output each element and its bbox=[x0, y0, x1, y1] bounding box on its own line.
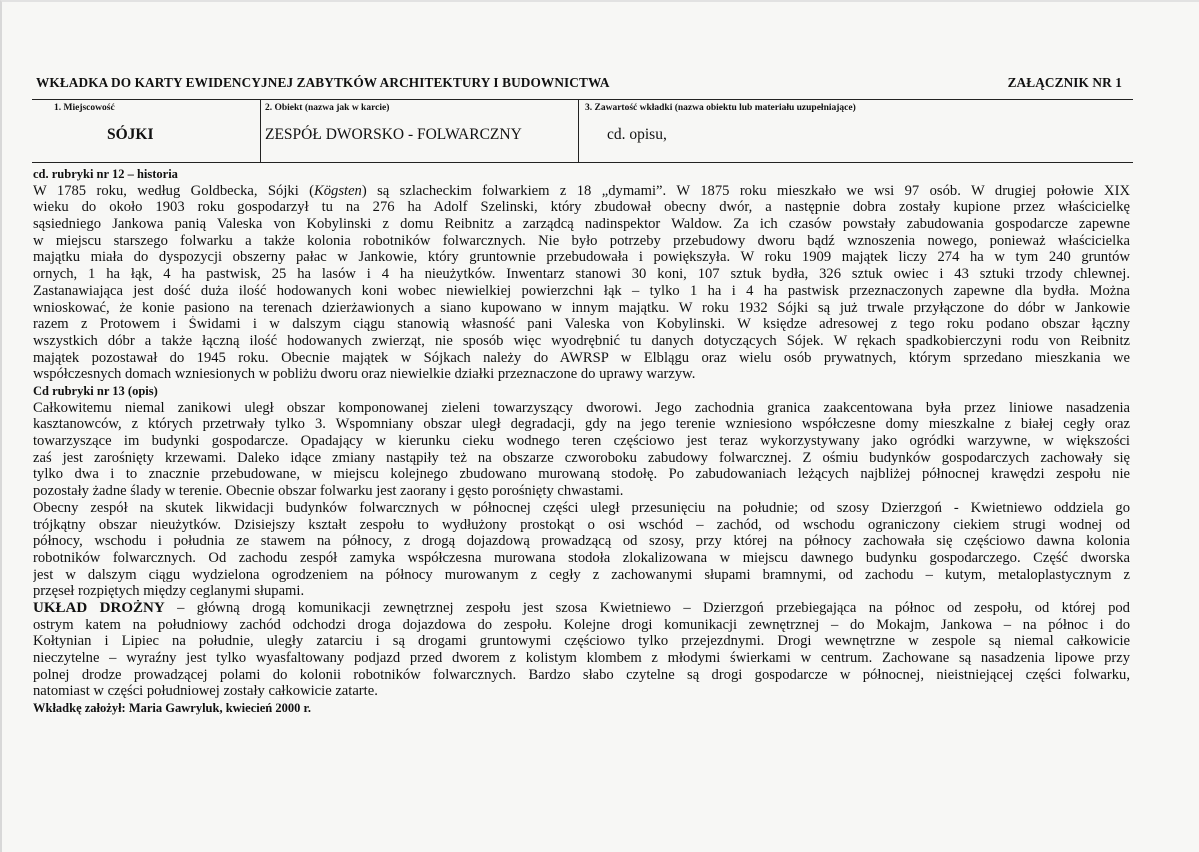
object-label: 2. Obiekt (nazwa jak w karcie) bbox=[265, 103, 390, 113]
object-cell bbox=[260, 100, 578, 162]
text-line: polnej drodze prowadzącej polami do kolonii robotników folwarcznych. Bardzo słabo czytelne są drogi gospodarcze w północnej, nieistniejącej części folwarku, bbox=[33, 666, 1130, 683]
text-line: Kołtynian i Lipiec na południe, uległy zatarciu i są drogami gruntowymi częściowo tylko przejezdnymi. Drogi wewnętrzne w zespole są niemal całkowicie bbox=[33, 633, 1130, 650]
text-line: tylko dwa i to znacznie przebudowane, w miejscu kolejnego zbudowano murowaną stodołę. Po zabudowaniach leżących najbliżej północnej krawędzi zespołu nie bbox=[33, 466, 1130, 483]
text-line: trójkątny obszar nieużytków. Dzisiejszy kształt zespołu to wydłużony prostokąt o osi wschód – zachód, od wschodu ograniczony ciekiem strugi wodnej od bbox=[33, 516, 1130, 533]
content-value: cd. opisu, bbox=[607, 126, 667, 143]
text-line: nieczytelne – wyraźny jest tylko wyasfaltowany podjazd przed dworem z kolistym klombem z młodymi świerkami w centrum. Zachowane są nasadzenia lipowe przy bbox=[33, 650, 1130, 667]
text-line: przęseł rozpiętych między ceglanymi słupami. bbox=[33, 583, 305, 600]
text-line: Obecny zespół na skutek likwidacji budynków folwarcznych w północnej części uległ przesunięciu na południe; od szosy Dzierzgoń - Kwietniewo oddziela go bbox=[33, 499, 1130, 516]
text-line: wnioskować, że konie pasiono na terenach dzierżawionych a siano kupowano w innym majątku. W roku 1932 Sójki są już trwale przyłączone do dóbr w Jankowie bbox=[33, 299, 1130, 316]
author-footer: Wkładkę założył: Maria Gawryluk, kwiecień 2000 r. bbox=[33, 701, 311, 716]
german-name: Kögsten bbox=[314, 182, 362, 199]
text-line: ornych, 1 ha łąk, 4 ha pastwisk, 25 ha lasów i 4 ha nieużytków. Inwentarz stanowi 30 koni, 107 sztuk bydła, 326 sztuk owiec i 43 sztuki trzody chlewnej. bbox=[33, 266, 1130, 283]
text-line: północy, wschodu i południa ze stawem na północy, z drogą dojazdową prowadzącą od szosy, przy której na północy zachowała się częściowo dawna kolonia bbox=[33, 533, 1130, 550]
content-cell bbox=[578, 100, 1133, 162]
place-label: 1. Miejscowość bbox=[54, 103, 115, 113]
text-line: Zastanawiająca jest dość duża ilość hodowanych koni wobec niewielkiej powierzchni łąk – tylko 1 ha i 4 ha pastwisk przeznaczonych zapewne dla bydła. Można bbox=[33, 282, 1130, 299]
text-line: sąsiedniego Jankowa panią Valeska von Kobylinski z domu Reibnitz a zarządcą nadinspektor Waldow. Za ich czasów powstały zabudowania gospodarcze zapewne bbox=[33, 216, 1130, 233]
text-line: w miejscu starszego folwarku a także kolonia robotników folwarcznych. Nie było potrzeby przebudowy dworu bądź wznoszenia nowego, ponieważ właścicielka bbox=[33, 232, 1130, 249]
content-label: 3. Zawartość wkładki (nazwa obiektu lub materiału uzupełniające) bbox=[585, 103, 856, 113]
place-value: SÓJKI bbox=[107, 126, 154, 143]
place-cell bbox=[32, 100, 260, 162]
object-value: ZESPÓŁ DWORSKO - FOLWARCZNY bbox=[265, 126, 522, 143]
text-line: Całkowitemu niemal zanikowi uległ obszar komponowanej zieleni towarzyszący dworowi. Jego zachodnia granica zaakcentowana była przez liniowe nasadzenia bbox=[33, 399, 1130, 416]
section-12-heading: cd. rubryki nr 12 – historia bbox=[33, 167, 178, 181]
text-line: wieku do około 1903 roku gospodarzył tu na 276 ha Adolf Szelinski, który zbudował obecny dwór, a następnie dobra zostały kupione przez właścicielkę bbox=[33, 199, 1130, 216]
text-line: ostrym katem na południowy zachód odchodzi droga dojazdowa do zespołu. Kolejne drogi komunikacji zewnętrznej – do Mokajm, Jankowa – na północ i do bbox=[33, 616, 1130, 633]
text-line: majątku miała do dyspozycji obszerny pałac w Jankowie, który gruntownie przebudowała i powiększyła. W roku 1909 majątek liczy 274 ha w tym 240 gruntów bbox=[33, 249, 1130, 266]
text-line: W 1785 roku, według Goldbecka, Sójki (Kögsten) są szlacheckim folwarkiem z 18 „dymami”. W 1875 roku mieszkało we wsi 97 osób. W drugiej połowie XIX bbox=[33, 182, 1130, 199]
text-line: majątek pozostawał do 1945 roku. Obecnie majątek w Sójkach należy do AWRSP w Elblągu oraz wielu osób prywatnych, którym sprzedano mieszkania we bbox=[33, 349, 1130, 366]
text-line: pozostały żadne ślady w terenie. Obecnie obszar folwarku jest zaorany i gęsto porośnięty chwastami. bbox=[33, 483, 624, 500]
text-line: kasztanowców, z których przetrwały tylko 3. Wspomniany obszar uległ degradacji, gdy na jego terenie wzniesiono współczesne domy mieszkalne z białej cegły oraz bbox=[33, 416, 1130, 433]
section-13-heading: Cd rubryki nr 13 (opis) bbox=[33, 383, 158, 398]
document-title: WKŁADKA DO KARTY EWIDENCYJNEJ ZABYTKÓW ARCHITEKTURY I BUDOWNICTWA bbox=[36, 75, 610, 90]
road-layout-heading: UKŁAD DROŻNY bbox=[33, 599, 165, 616]
text-line: zaś jest zarośnięty krzewami. Daleko idące zmiany nastąpiły też na obszarze czworoboku zabudowy folwarcznej. Z ośmiu budynków gospodarczych zachowały się bbox=[33, 449, 1130, 466]
text-line: robotników folwarcznych. Od zachodu zespół zamyka współczesna murowana stodoła zlokalizowana w miejscu dawnego budynku gospodarczego. Część dworska bbox=[33, 549, 1130, 566]
text-line: towarzyszące im budynki gospodarcze. Opadający w kierunku cieku wodnego teren częściowo jest teraz wykorzystywany jako ogródki warzywne, w większości bbox=[33, 433, 1130, 450]
attachment-number: ZAŁĄCZNIK NR 1 bbox=[1007, 75, 1122, 90]
fields-table bbox=[32, 99, 1133, 163]
text-line: natomiast w części południowej zostały całkowicie zatarte. bbox=[33, 683, 378, 700]
text-line: współczesnych domach wzniesionych w pobliżu dworu oraz niewielkie działki przeznaczone do uprawy warzyw. bbox=[33, 366, 696, 383]
text-line: razem z Protowem i Świdami i w dalszym ciągu stanowią własność pani Valeska von Kobylinski. W księdze adresowej z tego roku podano obszar łączny bbox=[33, 316, 1130, 333]
document-body bbox=[33, 166, 1130, 717]
text-line: jest w dalszym ciągu wydzielona ogrodzeniem na północy murowanym z cegły z zachowanymi słupami bramnymi, od zachodu – kutym, metaloplastycznym z bbox=[33, 566, 1130, 583]
text-line: wszystkich dóbr a także łączną ilość hodowanych zwierząt, nie sposób więc wyodrębnić tu danych dotyczących Sójek. W rękach spadkobierczyni rodu von Reibnitz bbox=[33, 332, 1130, 349]
text-line: UKŁAD DROŻNY – główną drogą komunikacji zewnętrznej zespołu jest szosa Kwietniewo – Dzierzgoń przebiegająca na północ od zespołu, od której pod bbox=[33, 599, 1130, 616]
